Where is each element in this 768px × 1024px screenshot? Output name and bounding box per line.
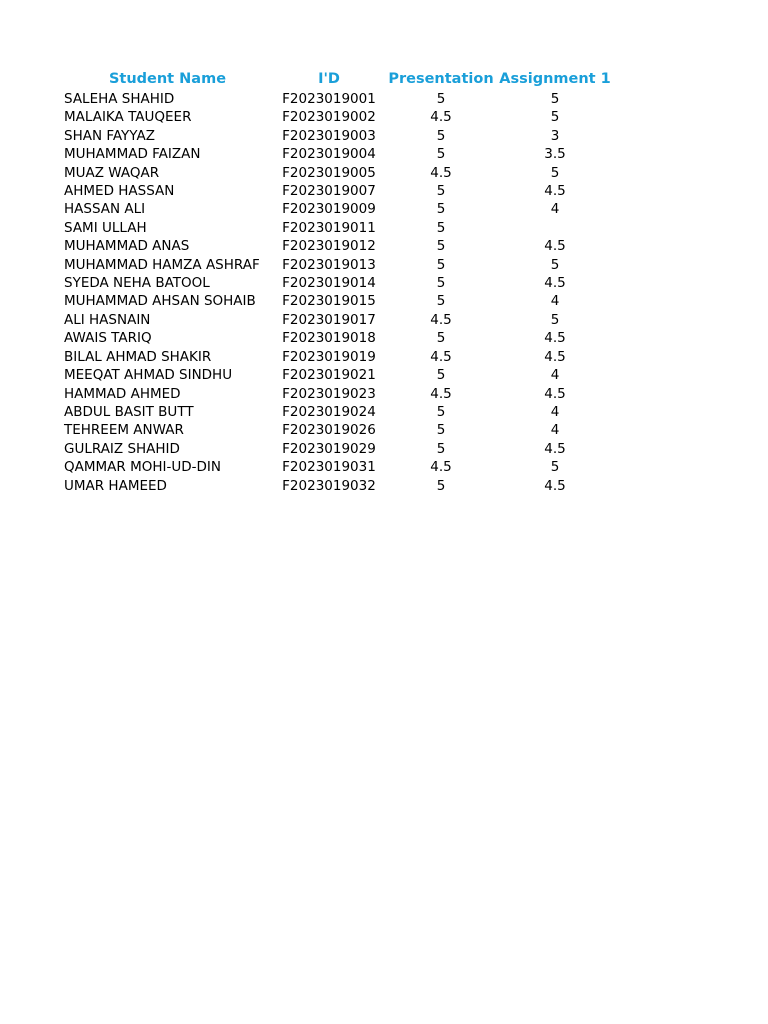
student-name-cell: SHAN FAYYAZ — [64, 127, 155, 144]
student-id-cell: F2023019012 — [282, 238, 376, 255]
assignment-score-cell: 4 — [550, 201, 560, 218]
table-row — [60, 219, 611, 237]
table-row — [60, 90, 611, 108]
header-student-name: Student Name — [108, 71, 227, 87]
student-id-cell: F2023019032 — [282, 477, 376, 494]
student-name-cell: AHMED HASSAN — [64, 183, 175, 200]
student-id-cell: F2023019014 — [282, 275, 376, 292]
assignment-score-cell: 4.5 — [544, 440, 566, 457]
table-row — [60, 477, 611, 495]
student-name-cell: MEEQAT AHMAD SINDHU — [64, 367, 233, 384]
student-id-cell: F2023019015 — [282, 293, 376, 310]
table-row — [60, 440, 611, 458]
header-presentation: Presentation — [388, 71, 494, 87]
student-id-cell: F2023019011 — [282, 219, 376, 236]
student-id-cell: F2023019013 — [282, 256, 376, 273]
student-id-cell: F2023019018 — [282, 330, 376, 347]
assignment-score-cell — [499, 219, 611, 237]
table-row — [60, 182, 611, 200]
presentation-score-cell: 5 — [436, 127, 446, 144]
table-row — [60, 256, 611, 274]
assignment-score-cell: 3.5 — [544, 146, 566, 163]
student-name-cell: QAMMAR MOHI-UD-DIN — [64, 459, 221, 476]
table-row — [60, 329, 611, 347]
presentation-score-cell: 5 — [436, 330, 446, 347]
student-id-cell: F2023019002 — [282, 109, 376, 126]
student-name-cell: MUHAMMAD HAMZA ASHRAF — [64, 256, 260, 273]
student-name-cell: SAMI ULLAH — [64, 219, 147, 236]
assignment-score-cell: 5 — [550, 459, 560, 476]
header-id: I'D — [318, 71, 340, 87]
presentation-score-cell: 5 — [436, 238, 446, 255]
table-row — [60, 164, 611, 182]
presentation-score-cell: 4.5 — [430, 164, 452, 181]
student-id-cell: F2023019005 — [282, 164, 376, 181]
assignment-score-cell: 4 — [550, 422, 560, 439]
table-row — [60, 458, 611, 476]
student-name-cell: BILAL AHMAD SHAKIR — [64, 348, 212, 365]
presentation-score-cell: 5 — [436, 440, 446, 457]
presentation-score-cell: 5 — [436, 183, 446, 200]
header-row — [60, 69, 611, 90]
student-id-cell: F2023019029 — [282, 440, 376, 457]
table-row — [60, 403, 611, 421]
student-id-cell: F2023019009 — [282, 201, 376, 218]
table-row — [60, 366, 611, 384]
table-header — [60, 69, 611, 90]
student-name-cell: MUHAMMAD AHSAN SOHAIB — [64, 293, 256, 310]
presentation-score-cell: 4.5 — [430, 348, 452, 365]
student-name-cell: SYEDA NEHA BATOOL — [64, 275, 210, 292]
header-assignment-1: Assignment 1 — [499, 71, 611, 87]
student-name-cell: ABDUL BASIT BUTT — [64, 403, 194, 420]
assignment-score-cell: 5 — [550, 311, 560, 328]
student-name-cell: MALAIKA TAUQEER — [64, 109, 192, 126]
assignment-score-cell: 4 — [550, 293, 560, 310]
student-id-cell: F2023019017 — [282, 311, 376, 328]
assignment-score-cell: 5 — [550, 256, 560, 273]
assignment-score-cell: 4.5 — [544, 348, 566, 365]
student-id-cell: F2023019019 — [282, 348, 376, 365]
student-name-cell: ALI HASNAIN — [64, 311, 151, 328]
table-row — [60, 348, 611, 366]
student-name-cell: GULRAIZ SHAHID — [64, 440, 180, 457]
table-row — [60, 274, 611, 292]
presentation-score-cell: 5 — [436, 422, 446, 439]
presentation-score-cell: 5 — [436, 367, 446, 384]
assignment-score-cell: 4.5 — [544, 275, 566, 292]
table-body — [60, 90, 611, 495]
student-id-cell: F2023019007 — [282, 183, 376, 200]
presentation-score-cell: 5 — [436, 91, 446, 107]
table-row — [60, 292, 611, 310]
assignment-score-cell: 4 — [550, 367, 560, 384]
presentation-score-cell: 4.5 — [430, 385, 452, 402]
table-row — [60, 311, 611, 329]
table-row — [60, 108, 611, 126]
table-row — [60, 421, 611, 439]
student-name-cell: MUHAMMAD FAIZAN — [64, 146, 201, 163]
presentation-score-cell: 5 — [436, 477, 446, 494]
table-row — [60, 237, 611, 255]
student-name-cell: SALEHA SHAHID — [64, 91, 175, 107]
student-name-cell: UMAR HAMEED — [64, 477, 167, 494]
presentation-score-cell: 5 — [436, 219, 446, 236]
presentation-score-cell: 4.5 — [430, 109, 452, 126]
assignment-score-cell: 5 — [550, 109, 560, 126]
assignment-score-cell: 4.5 — [544, 385, 566, 402]
student-id-cell: F2023019023 — [282, 385, 376, 402]
student-name-cell: MUHAMMAD ANAS — [64, 238, 190, 255]
table-row — [60, 200, 611, 218]
student-name-cell: HAMMAD AHMED — [64, 385, 181, 402]
grades-table — [60, 69, 611, 495]
student-id-cell: F2023019004 — [282, 146, 376, 163]
student-id-cell: F2023019024 — [282, 403, 376, 420]
presentation-score-cell: 5 — [436, 403, 446, 420]
assignment-score-cell: 5 — [550, 91, 560, 107]
assignment-score-cell: 4 — [550, 403, 560, 420]
student-id-cell: F2023019031 — [282, 459, 376, 476]
student-id-cell: F2023019003 — [282, 127, 376, 144]
presentation-score-cell: 5 — [436, 275, 446, 292]
presentation-score-cell: 4.5 — [430, 311, 452, 328]
assignment-score-cell: 3 — [550, 127, 560, 144]
presentation-score-cell: 5 — [436, 146, 446, 163]
student-name-cell: AWAIS TARIQ — [64, 330, 152, 347]
student-id-cell: F2023019021 — [282, 367, 376, 384]
assignment-score-cell: 4.5 — [544, 238, 566, 255]
table-row — [60, 145, 611, 163]
student-name-cell: HASSAN ALI — [64, 201, 146, 218]
table-row — [60, 385, 611, 403]
assignment-score-cell: 5 — [550, 164, 560, 181]
student-name-cell: MUAZ WAQAR — [64, 164, 160, 181]
student-id-cell: F2023019001 — [282, 91, 376, 107]
student-id-cell: F2023019026 — [282, 422, 376, 439]
presentation-score-cell: 5 — [436, 256, 446, 273]
presentation-score-cell: 4.5 — [430, 459, 452, 476]
table-row — [60, 127, 611, 145]
student-name-cell: TEHREEM ANWAR — [64, 422, 184, 439]
assignment-score-cell: 4.5 — [544, 330, 566, 347]
assignment-score-cell: 4.5 — [544, 477, 566, 494]
assignment-score-cell: 4.5 — [544, 183, 566, 200]
presentation-score-cell: 5 — [436, 201, 446, 218]
presentation-score-cell: 5 — [436, 293, 446, 310]
